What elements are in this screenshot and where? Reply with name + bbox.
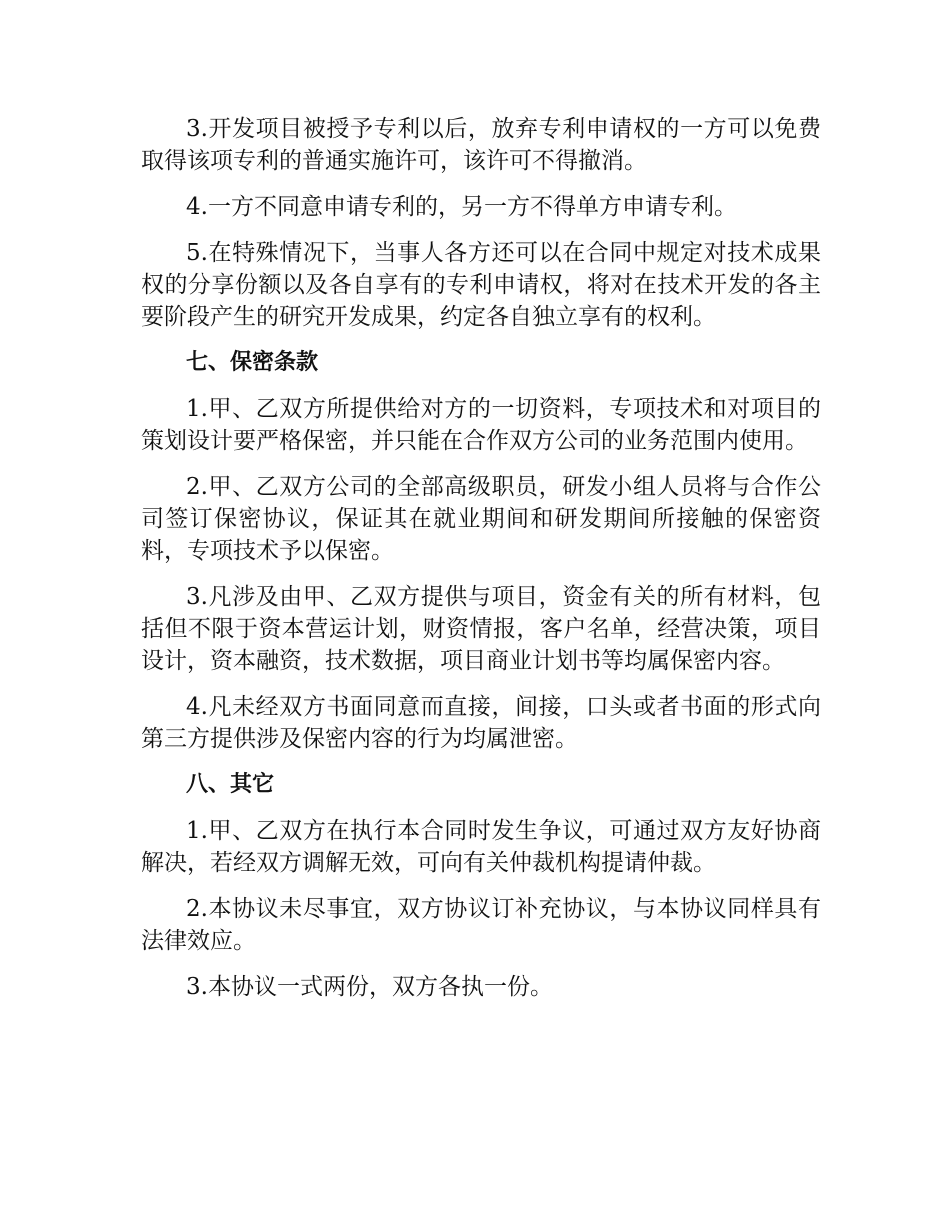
- paragraph-other-clause-1: 1.甲、乙双方在执行本合同时发生争议，可通过双方友好协商解决，若经双方调解无效，可向有关仲裁机构提请仲裁。: [141, 818, 821, 876]
- paragraph-confidentiality-clause-2: 2.甲、乙双方公司的全部高级职员，研发小组人员将与合作公司签订保密协议，保证其在就业期间和研发期间所接触的保密资料，专项技术予以保密。: [141, 474, 821, 564]
- paragraph-confidentiality-clause-4: 4.凡未经双方书面同意而直接，间接，口头或者书面的形式向第三方提供涉及保密内容的行为均属泄密。: [141, 694, 821, 752]
- section-heading-other: 八、其它: [186, 772, 275, 797]
- paragraph-patent-clause-3: 3.开发项目被授予专利以后，放弃专利申请权的一方可以免费取得该项专利的普通实施许可，该许可不得撤消。: [141, 116, 821, 174]
- paragraph-confidentiality-clause-3: 3.凡涉及由甲、乙双方提供与项目，资金有关的所有材料，包括但不限于资本营运计划，财资情报，客户名单，经营决策，项目设计，资本融资，技术数据，项目商业计划书等均属保密内容。: [141, 584, 821, 674]
- section-heading-confidentiality: 七、保密条款: [186, 350, 319, 375]
- document-body: [141, 113, 821, 1017]
- paragraph-patent-clause-4: 4.一方不同意申请专利的，另一方不得单方申请专利。: [186, 194, 737, 220]
- paragraph-other-clause-3: 3.本协议一式两份，双方各执一份。: [186, 974, 553, 1000]
- paragraph-confidentiality-clause-1: 1.甲、乙双方所提供给对方的一切资料，专项技术和对项目的策划设计要严格保密，并只能在合作双方公司的业务范围内使用。: [141, 396, 821, 454]
- paragraph-other-clause-2: 2.本协议未尽事宜，双方协议订补充协议，与本协议同样具有法律效应。: [141, 896, 821, 954]
- paragraph-patent-clause-5: 5.在特殊情况下，当事人各方还可以在合同中规定对技术成果权的分享份额以及各自享有的专利申请权，将对在技术开发的各主要阶段产生的研究开发成果，约定各自独立享有的权利。: [141, 240, 821, 330]
